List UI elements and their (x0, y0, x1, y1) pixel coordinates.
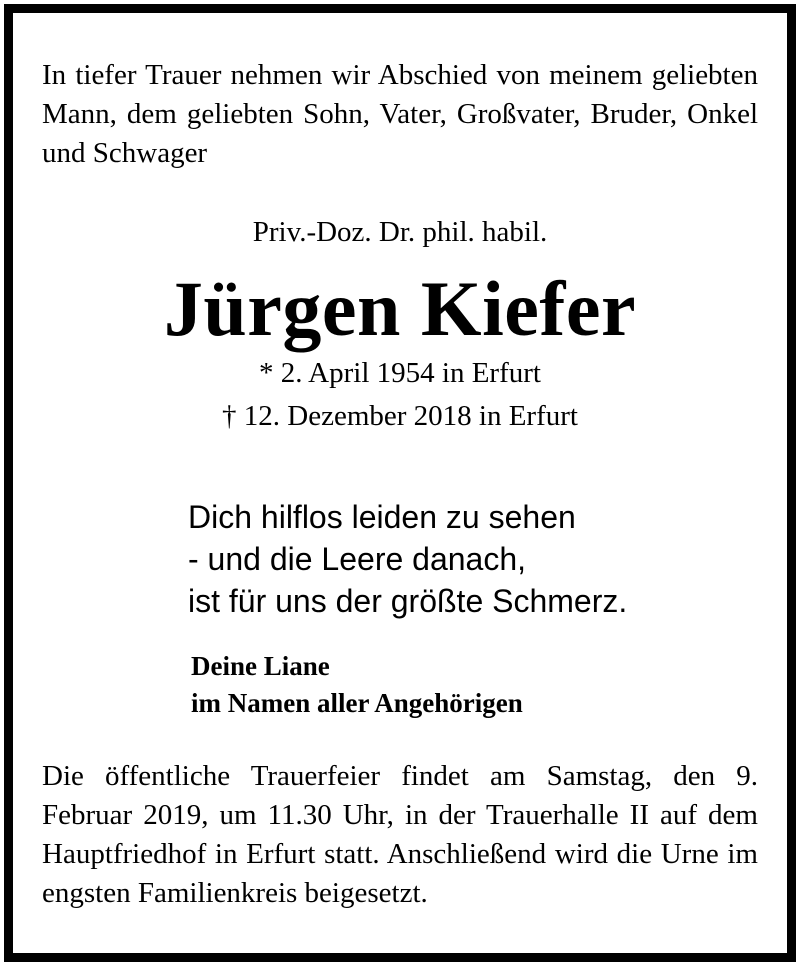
memorial-poem (188, 496, 627, 622)
birth-date: * 2. April 1954 in Erfurt (259, 357, 541, 389)
academic-title: Priv.-Doz. Dr. phil. habil. (252, 216, 548, 248)
deceased-name: Jürgen Kiefer (163, 265, 637, 352)
death-date: † 12. Dezember 2018 in Erfurt (222, 400, 578, 432)
poem-line: ist für uns der größte Schmerz. (188, 583, 628, 619)
poem-line: - und die Leere danach, (188, 541, 527, 577)
poem-line: Dich hilflos leiden zu sehen (188, 499, 576, 535)
signature-line: Deine Liane (191, 651, 330, 681)
signature-line: im Namen aller Angehörigen (191, 688, 523, 718)
funeral-info: Die öffentliche Trauerfeier findet am Samstag, den 9. Februar 2019, um 11.30 Uhr, in der Trauerhalle II auf dem Hauptfriedhof in Erfurt statt. Anschließend wird die Urne im engsten Familienkreis beigesetzt. (42, 760, 758, 909)
signature (191, 648, 523, 722)
intro-text: In tiefer Trauer nehmen wir Abschied von meinem geliebten Mann, dem geliebten Sohn, Vater, Großvater, Bruder, Onkel und Schwager (42, 59, 758, 169)
